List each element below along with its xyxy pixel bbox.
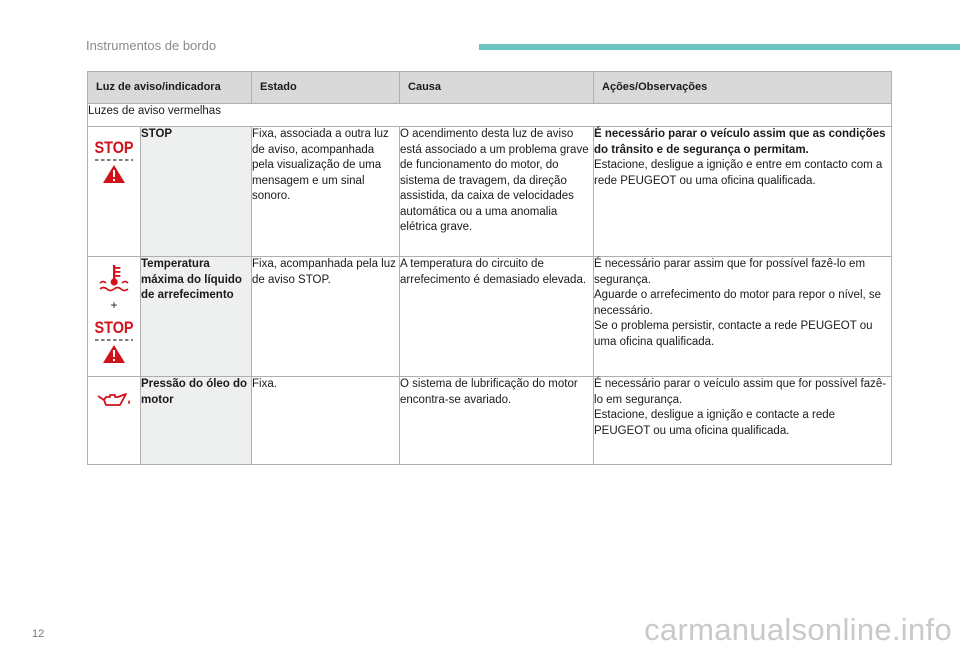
table-row (88, 377, 892, 465)
indicator-name: Temperatura máxima do líquido de arrefecimento (141, 257, 252, 377)
svg-text:STOP: STOP (94, 318, 134, 338)
section-row (88, 104, 892, 127)
acoes-cell (594, 127, 892, 257)
icon-cell (88, 127, 141, 257)
section-label: Luzes de aviso vermelhas (88, 104, 892, 127)
acoes-line: É necessário parar assim que for possível fazê-lo em segurança. (594, 258, 866, 286)
causa-cell: O acendimento desta luz de aviso está associado a um problema grave de funcionamento do motor, do sistema de travagem, da direção assistida, da caixa de velocidades automática ou a uma anomalia elétrica grave. (400, 127, 594, 257)
estado-cell: Fixa, acompanhada pela luz de aviso STOP. (252, 257, 400, 377)
table-row (88, 257, 892, 377)
estado-cell: Fixa. (252, 377, 400, 465)
acoes-bold-text: É necessário parar o veículo assim que as condições do trânsito e de segurança o permitam. (594, 128, 886, 156)
acoes-cell (594, 257, 892, 377)
table-header-row (88, 72, 892, 104)
icon-cell (88, 257, 141, 377)
watermark: carmanualsonline.info (644, 612, 952, 647)
icon-cell (88, 377, 141, 465)
page-number: 12 (32, 628, 45, 640)
plus-sign: + (110, 298, 118, 312)
acoes-cell (594, 377, 892, 465)
column-header-acoes: Ações/Observações (594, 72, 892, 104)
svg-text:STOP: STOP (94, 138, 134, 158)
estado-cell: Fixa, associada a outra luz de aviso, acompanhada pela visualização de uma mensagem e um sinal sonoro. (252, 127, 400, 257)
acoes-text: Estacione, desligue a ignição e entre em contacto com a rede PEUGEOT ou uma oficina qualificada. (594, 159, 883, 187)
causa-cell: O sistema de lubrificação do motor encontra-se avariado. (400, 377, 594, 465)
coolant-temperature-icon (96, 263, 132, 295)
oil-pressure-icon (96, 391, 132, 411)
column-header-estado: Estado (252, 72, 400, 104)
section-title: Instrumentos de bordo (86, 38, 217, 53)
indicator-name: Pressão do óleo do motor (141, 377, 252, 465)
warning-lights-table (87, 71, 892, 465)
column-header-indicator: Luz de aviso/indicadora (88, 72, 252, 104)
stop-warning-icon (92, 315, 136, 367)
acoes-line: É necessário parar o veículo assim que for possível fazê-lo em segurança. (594, 378, 887, 406)
stop-warning-icon (92, 135, 136, 187)
acoes-line: Se o problema persistir, contacte a rede PEUGEOT ou uma oficina qualificada. (594, 320, 873, 348)
section-accent-bar (479, 44, 960, 50)
causa-cell: A temperatura do circuito de arrefecimento é demasiado elevada. (400, 257, 594, 377)
indicator-name: STOP (141, 127, 252, 257)
column-header-causa: Causa (400, 72, 594, 104)
acoes-line: Aguarde o arrefecimento do motor para repor o nível, se necessário. (594, 289, 882, 317)
table-row (88, 127, 892, 257)
acoes-line: Estacione, desligue a ignição e contacte a rede PEUGEOT ou uma oficina qualificada. (594, 409, 836, 437)
